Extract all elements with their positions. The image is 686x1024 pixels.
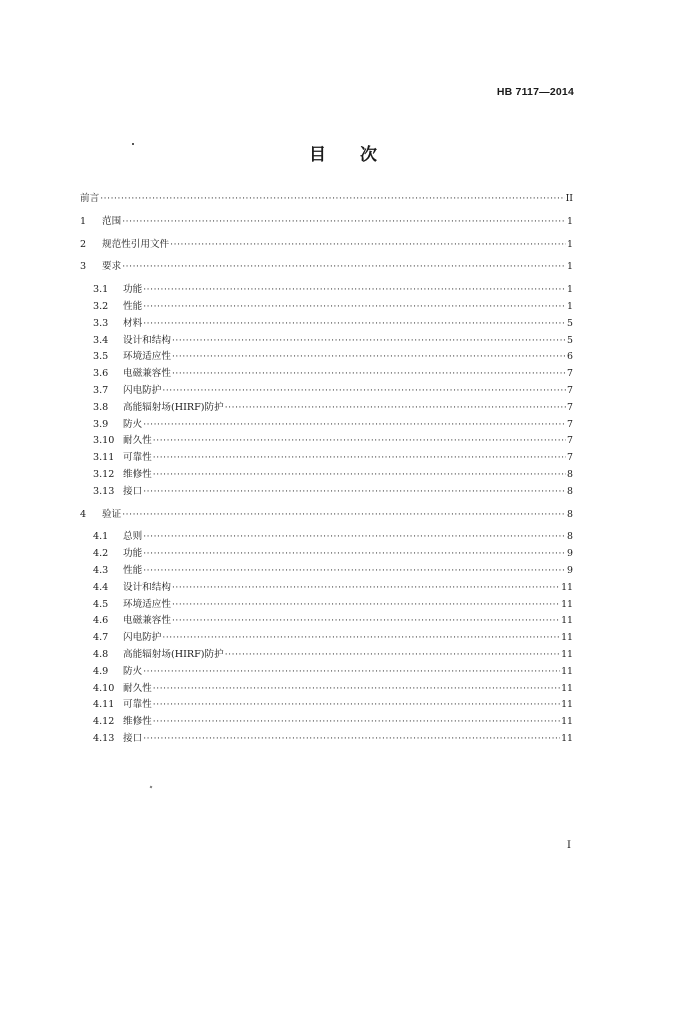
toc-entry[interactable]: 4.10 耐久性 ····· 11 xyxy=(80,681,573,698)
document-code: HB 7117—2014 xyxy=(496,86,574,98)
toc-entry[interactable]: 4.7 闪电防护 ····· 11 xyxy=(80,630,573,647)
toc-entry[interactable]: 4.8 高能辐射场(HIRF)防护 ····· 11 xyxy=(80,647,573,664)
toc-entry[interactable]: 4.11 可靠性 ····· 11 xyxy=(80,697,573,714)
toc-entry[interactable]: 4.9 防火 ····· 11 xyxy=(80,664,573,681)
toc-entry[interactable]: 4.1 总则 ····· 8 xyxy=(80,529,573,546)
toc-entry[interactable]: 3.1 功能 ····· 1 xyxy=(80,282,573,299)
toc-entry[interactable]: 4.3 性能 ····· 9 xyxy=(80,563,573,580)
toc-entry[interactable]: 前言 ····· II xyxy=(80,191,573,208)
title-char-1: 目 xyxy=(309,145,326,165)
toc-entry[interactable]: 3 要求 ····· 1 xyxy=(80,259,573,276)
page-title xyxy=(0,140,686,165)
table-of-contents xyxy=(80,191,573,748)
toc-entry[interactable]: 1 范围 ····· 1 xyxy=(80,214,573,231)
toc-entry[interactable]: 3.5 环境适应性 ····· 6 xyxy=(80,349,573,366)
toc-entry[interactable]: 3.3 材料 ····· 5 xyxy=(80,316,573,333)
toc-entry[interactable]: 3.10 耐久性 ····· 7 xyxy=(80,433,573,450)
toc-entry[interactable]: 2 规范性引用文件 ····· 1 xyxy=(80,237,573,254)
toc-entry[interactable]: 3.4 设计和结构 ····· 5 xyxy=(80,333,573,350)
toc-entry[interactable]: 4.13 接口 ····· 11 xyxy=(80,731,573,748)
page-number: I xyxy=(567,840,571,851)
scan-speck xyxy=(132,143,134,145)
toc-entry[interactable]: 3.2 性能 ····· 1 xyxy=(80,299,573,316)
toc-entry[interactable]: 4.2 功能 ····· 9 xyxy=(80,546,573,563)
toc-entry[interactable]: 3.11 可靠性 ····· 7 xyxy=(80,450,573,467)
toc-entry[interactable]: 4.6 电磁兼容性 ····· 11 xyxy=(80,613,573,630)
toc-entry[interactable]: 3.13 接口 ····· 8 xyxy=(80,484,573,501)
toc-entry[interactable]: 3.9 防火 ····· 7 xyxy=(80,417,573,434)
scan-speck xyxy=(150,786,153,789)
toc-entry[interactable]: 3.6 电磁兼容性 ····· 7 xyxy=(80,366,573,383)
toc-entry[interactable]: 4.4 设计和结构 ····· 11 xyxy=(80,580,573,597)
toc-entry[interactable]: 4.12 维修性 ····· 11 xyxy=(80,714,573,731)
toc-entry[interactable]: 3.12 维修性 ····· 8 xyxy=(80,467,573,484)
toc-entry[interactable]: 3.7 闪电防护 ····· 7 xyxy=(80,383,573,400)
title-char-2: 次 xyxy=(360,145,377,165)
toc-entry[interactable]: 3.8 高能辐射场(HIRF)防护 ····· 7 xyxy=(80,400,573,417)
toc-entry[interactable]: 4.5 环境适应性 ····· 11 xyxy=(80,597,573,614)
toc-entry[interactable]: 4 验证 ····· 8 xyxy=(80,507,573,524)
